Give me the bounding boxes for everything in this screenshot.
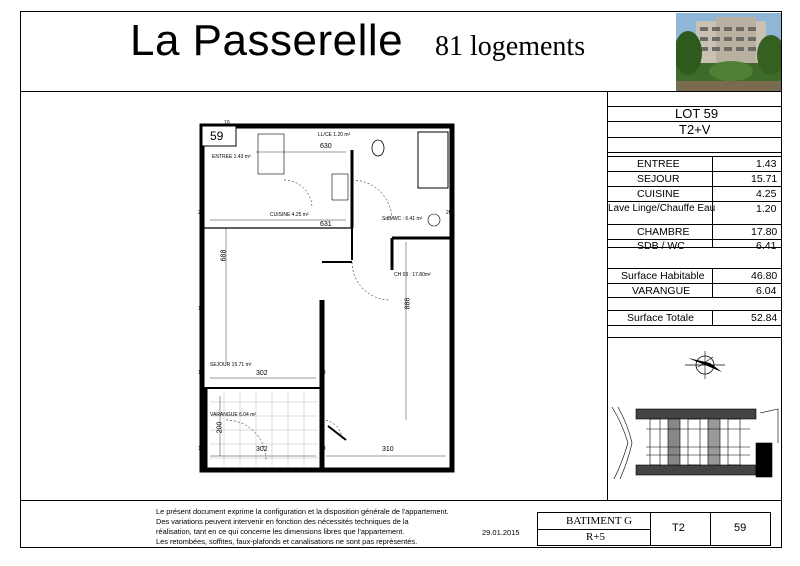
habitable-label: Surface Habitable bbox=[621, 270, 705, 282]
rule bbox=[712, 268, 713, 298]
rule bbox=[607, 137, 782, 138]
room-name: ENTREE bbox=[637, 158, 680, 170]
dim-80: 80 bbox=[224, 468, 230, 474]
document-date: 29.01.2015 bbox=[482, 528, 520, 537]
dim-302-top: 302 bbox=[256, 370, 268, 377]
dim-310: 310 bbox=[382, 446, 394, 453]
room-area: 4.25 bbox=[756, 188, 777, 200]
floor-plan bbox=[196, 120, 458, 476]
rule bbox=[607, 224, 782, 225]
habitable-value: 46.80 bbox=[751, 270, 778, 282]
room-name: Lave Linge/Chauffe Eau bbox=[608, 203, 716, 214]
lot-number: LOT 59 bbox=[675, 106, 719, 121]
room-area: 6.41 bbox=[756, 240, 777, 252]
plan-label-sdb: SdB/WC : 6.41 m² bbox=[382, 216, 423, 222]
rule bbox=[712, 310, 713, 326]
dim-20: 20 bbox=[198, 210, 204, 216]
disclaimer-line: Le présent document exprime la configuration et la disposition générale de l'appartement. bbox=[156, 507, 449, 516]
room-name: SDB / WC bbox=[637, 240, 685, 252]
disclaimer bbox=[156, 507, 456, 547]
dim-200: 200 bbox=[216, 421, 224, 434]
rule bbox=[538, 529, 650, 530]
title-block bbox=[537, 512, 771, 546]
plan-label-ch: CH 03 : 17.80m² bbox=[394, 272, 431, 278]
compass-icon bbox=[680, 345, 730, 385]
dim-18: 18 bbox=[320, 370, 326, 376]
lot-type: T2+V bbox=[679, 122, 711, 137]
room-name: CHAMBRE bbox=[637, 226, 690, 238]
disclaimer-line: Des variations peuvent intervenir en fonction des nécessités techniques de la bbox=[156, 517, 409, 526]
dim-631: 631 bbox=[320, 221, 332, 228]
room-area: 1.20 bbox=[756, 203, 777, 215]
plan-lot-tag: 59 bbox=[210, 129, 224, 143]
rule bbox=[607, 171, 782, 172]
dim-15: 15 bbox=[198, 306, 204, 312]
page-subtitle: 81 logements bbox=[435, 31, 586, 62]
building-photo bbox=[676, 13, 781, 91]
plan-label-entree: ENTREE 1.43 m² bbox=[212, 154, 251, 160]
rule bbox=[712, 156, 713, 248]
dim-20: 20 bbox=[446, 210, 452, 216]
dim-10: 10 bbox=[224, 120, 230, 126]
disclaimer-line: Les retombées, soffites, faux-plafonds et canalisations ne sont pas représentés. bbox=[156, 537, 418, 546]
dim-18: 18 bbox=[198, 446, 204, 452]
plan-label-sejour: SEJOUR 15.71 m² bbox=[210, 362, 252, 368]
dim-688: 688 bbox=[220, 249, 228, 262]
total-value: 52.84 bbox=[751, 312, 778, 324]
room-name: SEJOUR bbox=[637, 173, 680, 185]
room-area: 15.71 bbox=[751, 173, 778, 185]
header-divider bbox=[20, 91, 782, 92]
level-label: R+5 bbox=[586, 531, 606, 543]
building-label: BATIMENT G bbox=[566, 515, 633, 527]
type-label: T2 bbox=[672, 522, 685, 534]
plan-label-cuisine: CUISINE 4.25 m² bbox=[270, 212, 309, 218]
varangue-value: 6.04 bbox=[756, 285, 777, 297]
varangue-label: VARANGUE bbox=[632, 285, 691, 297]
plan-label-varangue: VARANGUE 6.04 m² bbox=[210, 412, 257, 418]
rule bbox=[607, 152, 782, 153]
disclaimer-line: réalisation, tant en ce qui concerne les dimensions libres que l'appartement. bbox=[156, 527, 405, 536]
site-plan bbox=[610, 403, 782, 483]
rule bbox=[607, 186, 782, 187]
footer-divider bbox=[20, 500, 782, 501]
dim-630: 630 bbox=[320, 143, 332, 150]
rule bbox=[607, 283, 782, 284]
dim-302-bottom: 302 bbox=[256, 446, 268, 453]
dim-18: 18 bbox=[320, 446, 326, 452]
plan-label-llce: LL/CE 1.20 m² bbox=[318, 132, 351, 138]
rule bbox=[607, 201, 782, 202]
dim-18: 18 bbox=[198, 370, 204, 376]
total-label: Surface Totale bbox=[627, 312, 694, 324]
lot-label: 59 bbox=[734, 522, 747, 534]
rule bbox=[607, 337, 782, 338]
room-area: 17.80 bbox=[751, 226, 778, 238]
room-area: 1.43 bbox=[756, 158, 777, 170]
page-title: La Passerelle bbox=[130, 16, 404, 65]
room-name: CUISINE bbox=[637, 188, 680, 200]
dim-886: 886 bbox=[404, 297, 412, 310]
